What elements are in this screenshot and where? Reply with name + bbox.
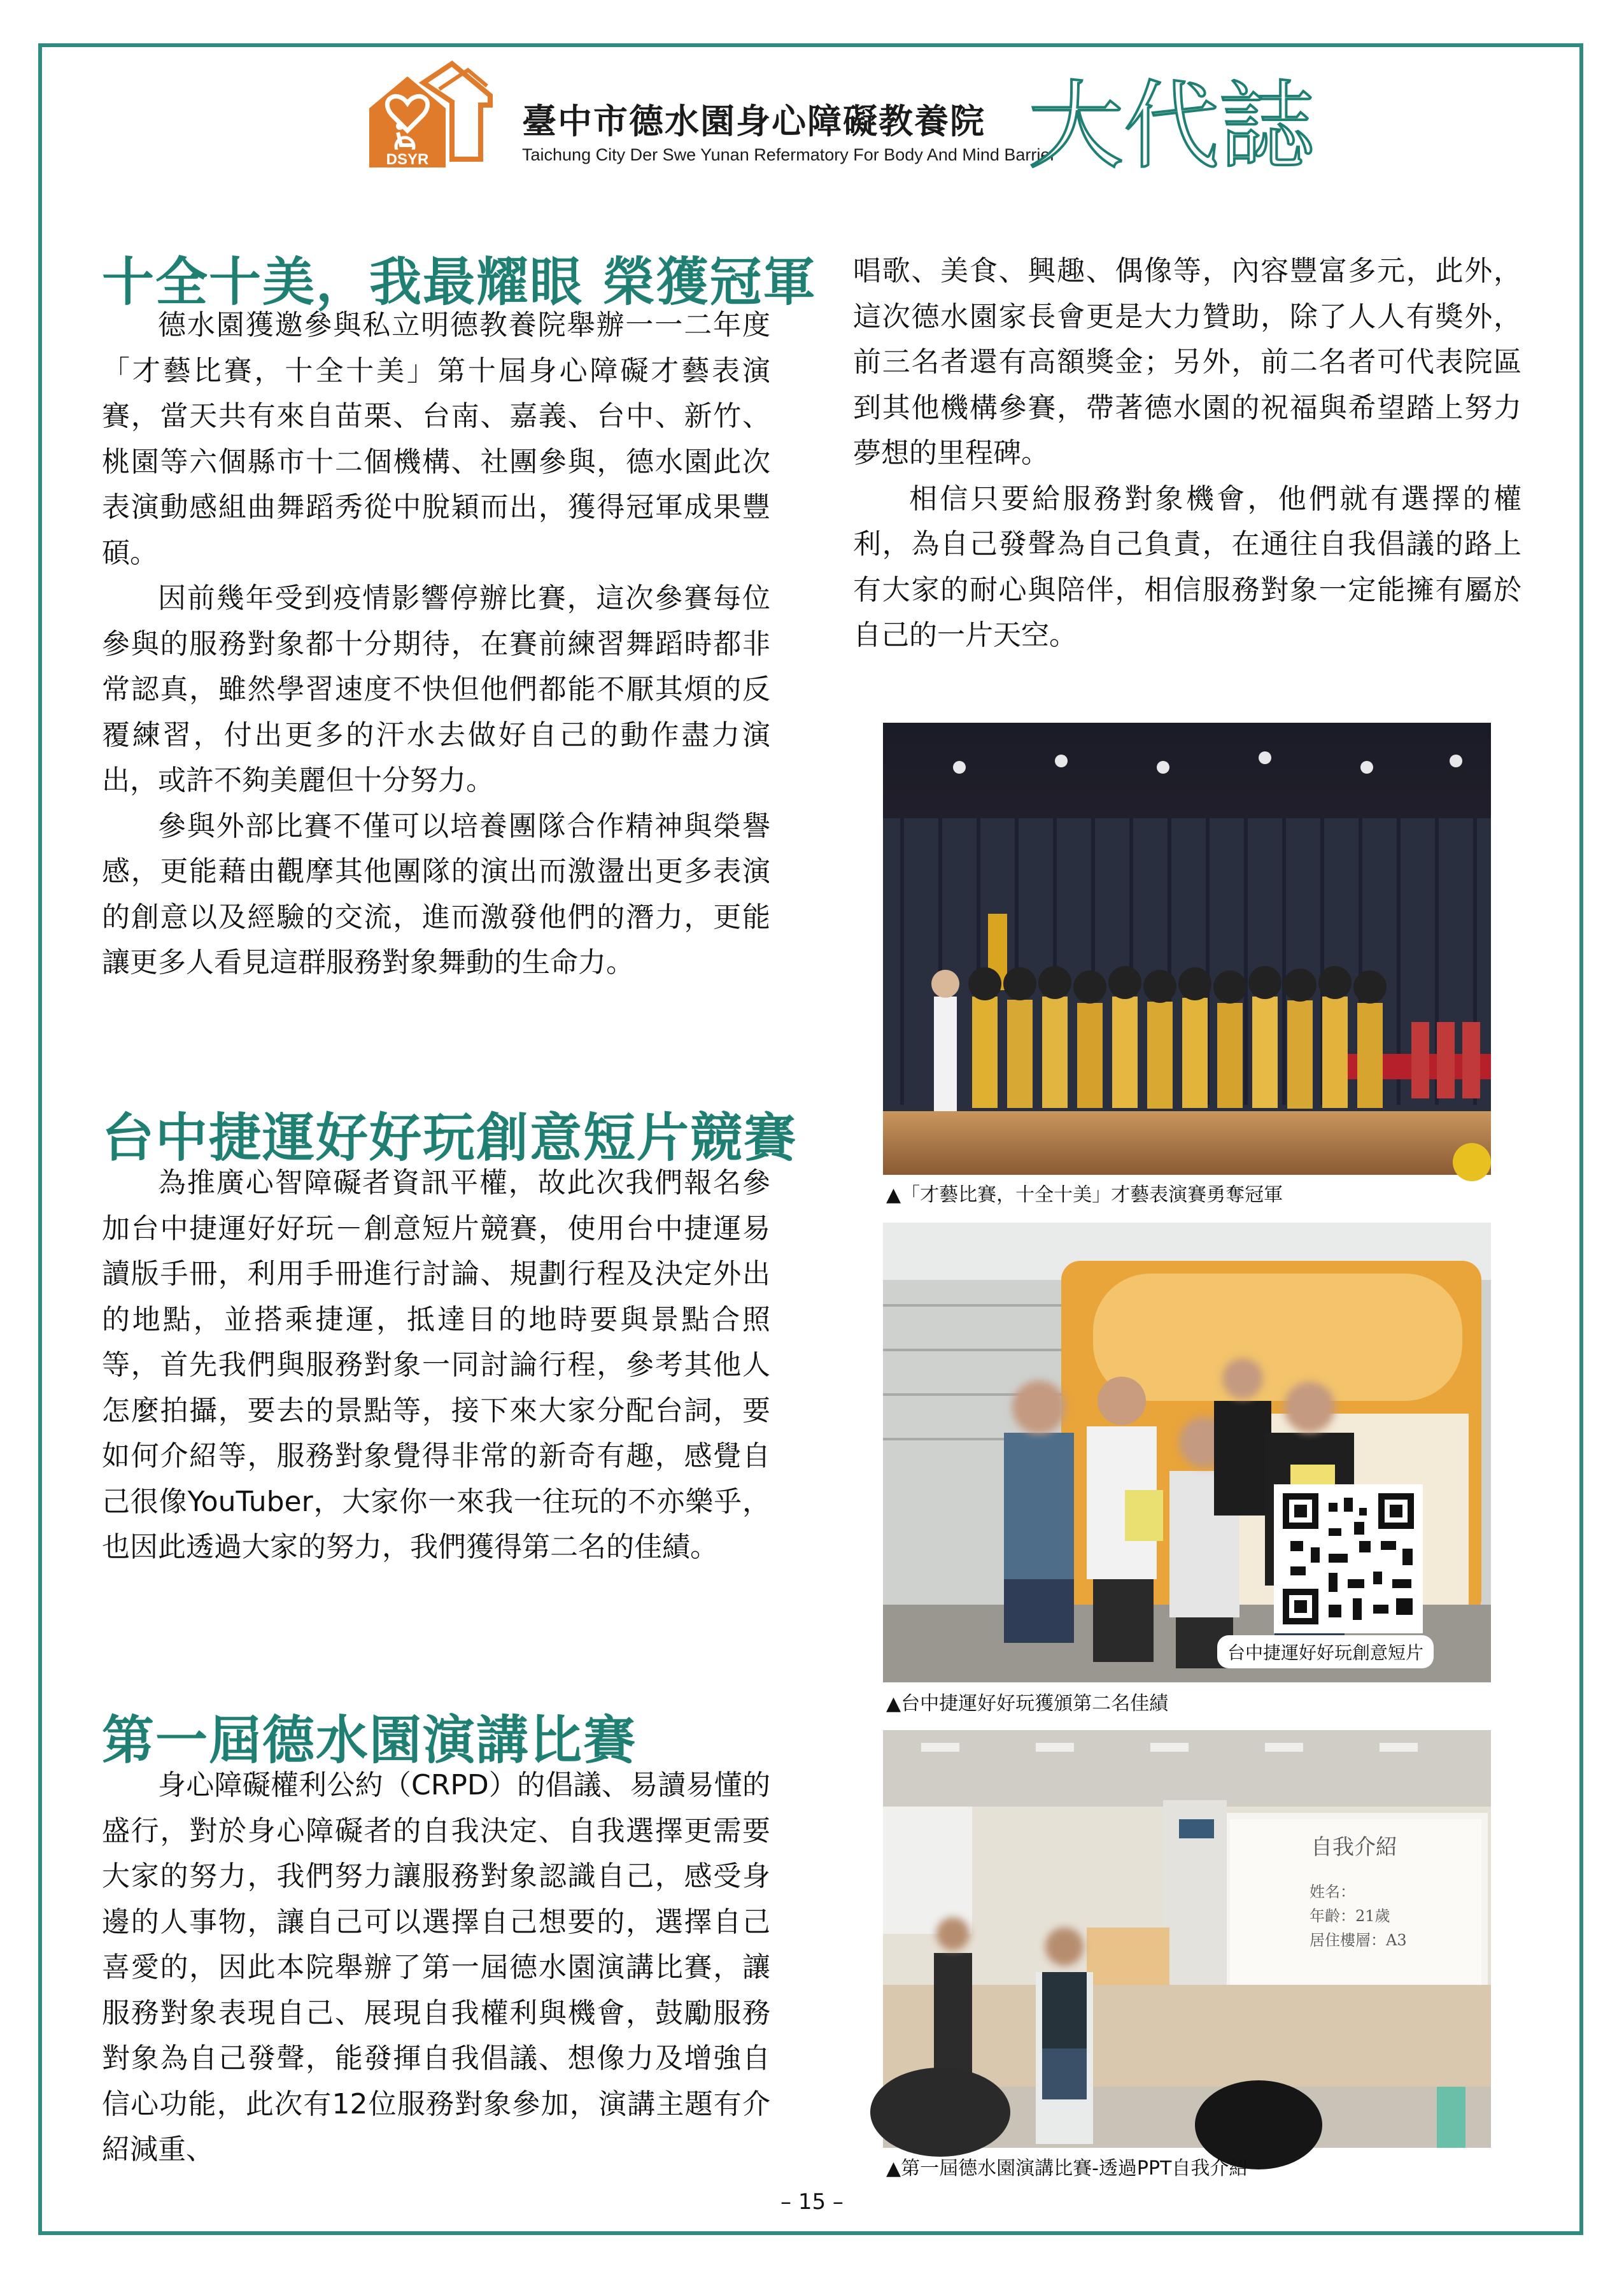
photo-2-caption: ▲台中捷運好好玩獲頒第二名佳績 xyxy=(886,1693,1169,1715)
paragraph: 相信只要給服務對象機會，他們就有選擇的權利，為自己發聲為自己負責，在通往自我倡議的路上有大家的耐心與陪伴，相信服務對象一定能擁有屬於自己的一片天空。 xyxy=(853,482,1522,651)
paragraph: 身心障礙權利公約（CRPD）的倡議、易讀易懂的盛行，對於身心障礙者的自我決定、自我選擇更需要大家的努力，我們努力讓服務對象認識自己，感受身邊的人事物，讓自己可以選擇自己想要的，選擇自己喜愛的，因此本院舉辦了第一屆德水園演講比賽，讓服務對象表現自己、展現自我權利與機會，鼓勵服務對象為自己發聲，能發揮自我倡議、想像力及增強自信心功能，此次有12位服務對象參加，演講主題有介紹減重、 xyxy=(102,1769,770,2166)
slide-line-1: 姓名： xyxy=(1310,1883,1355,1901)
photo-dance-award xyxy=(883,723,1491,1175)
qr-label: 台中捷運好好玩創意短片 xyxy=(1217,1635,1434,1668)
slide-line-2: 年齡：21歲 xyxy=(1310,1907,1390,1925)
logo-letters: DSYR xyxy=(386,151,429,168)
paragraph: 因前幾年受到疫情影響停辦比賽，這次參賽每位參與的服務對象都十分期待，在賽前練習舞蹈時都非常認真，雖然學習速度不快但他們都能不厭其煩的反覆練習，付出更多的汗水去做好自己的動作盡力演出，或許不夠美麗但十分努力。 xyxy=(102,582,770,797)
section-2-body xyxy=(102,1160,770,1570)
svg-text:大代誌: 大代誌 xyxy=(1027,71,1315,182)
photo-1-caption: ▲「才藝比賽，十全十美」才藝表演賽勇奪冠軍 xyxy=(886,1184,1283,1206)
section-1-title: 十全十美，我最耀眼 榮獲冠軍 xyxy=(102,252,817,313)
photo-3-caption: ▲第一屆德水園演講比賽-透過PPT自我介紹 xyxy=(886,2157,1248,2180)
slide-line-3: 居住樓層：A3 xyxy=(1310,1931,1407,1949)
org-name-en: Taichung City Der Swe Yunan Refermatory For Body And Mind Barrier xyxy=(522,145,1056,164)
section-2-title: 台中捷運好好玩創意短片競賽 xyxy=(102,1108,798,1168)
paragraph: 唱歌、美食、興趣、偶像等，內容豐富多元，此外，這次德水園家長會更是大力贊助，除了人人有獎外，前三名者還有高額獎金；另外，前二名者可代表院區到其他機構參賽，帶著德水園的祝福與希望踏上努力夢想的里程碑。 xyxy=(853,255,1522,469)
paragraph: 德水園獲邀參與私立明德教養院舉辦一一二年度「才藝比賽，十全十美」第十屆身心障礙才藝表演賽，當天共有來自苗栗、台南、嘉義、台中、新竹、桃園等六個縣市十二個機構、社團參與，德水園此次表演動感組曲舞蹈秀從中脫穎而出，獲得冠軍成果豐碩。 xyxy=(102,309,770,569)
paragraph: 參與外部比賽不僅可以培養團隊合作精神與榮譽感，更能藉由觀摩其他團隊的演出而激盪出更多表演的創意以及經驗的交流，進而激發他們的潛力，更能讓更多人看見這群服務對象舞動的生命力。 xyxy=(102,809,770,979)
org-name: 臺中市德水園身心障礙教養院 xyxy=(522,101,985,141)
paragraph: 為推廣心智障礙者資訊平權，故此次我們報名參加台中捷運好好玩－創意短片競賽，使用台中捷運易讀版手冊，利用手冊進行討論、規劃行程及決定外出的地點，並搭乘捷運，抵達目的地時要與景點合照等，首先我們與服務對象一同討論行程，參考其他人怎麼拍攝，要去的景點等，接下來大家分配台詞，要如何介紹等，服務對象覺得非常的新奇有趣，感覺自己很像YouTuber，大家你一來我一往玩的不亦樂乎，也因此透過大家的努力，我們獲得第二名的佳績。 xyxy=(102,1167,770,1563)
right-column-body xyxy=(853,248,1522,658)
section-3-title: 第一屆德水園演講比賽 xyxy=(102,1710,637,1771)
section-1-body xyxy=(102,302,770,986)
brand-mark-calligraphy xyxy=(1027,51,1315,191)
photo-mrt-award xyxy=(883,1223,1491,1682)
section-3-body xyxy=(102,1763,770,2173)
dsyr-logo xyxy=(363,64,490,169)
slide-title: 自我介紹 xyxy=(1311,1835,1397,1860)
page-number: – 15 – xyxy=(780,2189,844,2215)
photo-speech-contest xyxy=(883,1730,1491,2148)
